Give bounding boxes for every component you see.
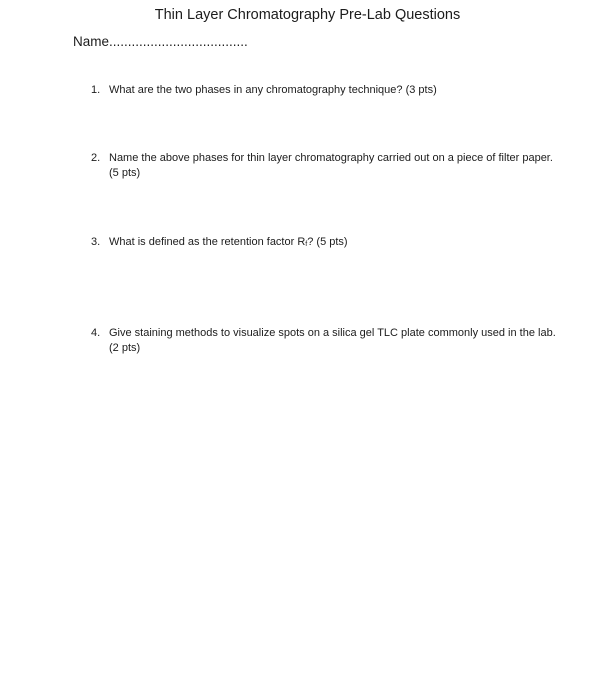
question-item — [91, 83, 561, 98]
question-text — [109, 235, 561, 252]
question-item — [91, 151, 561, 181]
question-text: Give staining methods to visualize spots on a silica gel TLC plate commonly used in the lab. (2 pts) — [109, 327, 556, 354]
name-field-label: Name..................................... — [73, 34, 248, 49]
question-number: 1. — [91, 84, 101, 96]
question-number: 4. — [91, 327, 101, 339]
retention-factor-subscript: f — [305, 241, 308, 248]
page-title: Thin Layer Chromatography Pre-Lab Questions — [154, 7, 461, 23]
question-item — [91, 326, 561, 356]
question-item — [91, 235, 561, 252]
question-text: What are the two phases in any chromatography technique? (3 pts) — [109, 84, 437, 96]
question-text: Name the above phases for thin layer chromatography carried out on a piece of filter paper. (5 pts) — [109, 152, 553, 179]
question-number: 3. — [91, 236, 101, 248]
question-text-before: What is defined as the retention factor R — [109, 236, 306, 248]
question-number: 2. — [91, 152, 101, 164]
question-text-after: ? (5 pts) — [307, 236, 348, 248]
